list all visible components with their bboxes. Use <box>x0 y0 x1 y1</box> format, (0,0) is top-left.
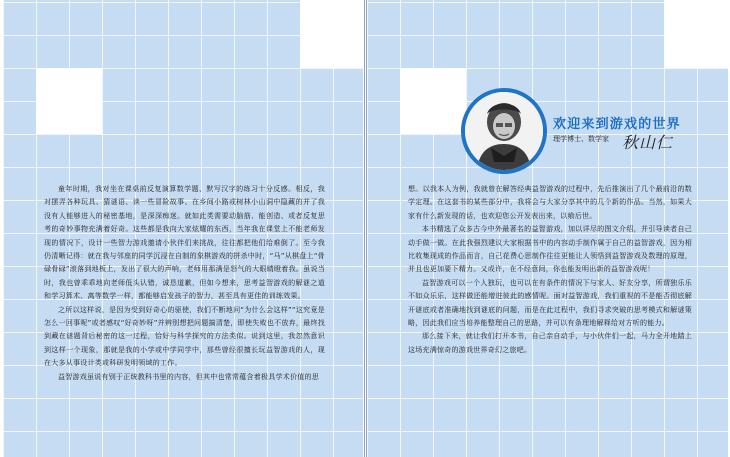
left-top-right-white-square <box>300 0 363 68</box>
page-title: 欢迎来到游戏的世界 <box>553 117 681 132</box>
author-signature: 秋山仁 <box>622 133 674 152</box>
author-portrait <box>461 88 547 174</box>
right-top-right-white-square <box>664 0 728 68</box>
left-paragraph: 之所以这样说，是因为受到好奇心的驱使，我们不断地问“为什么会这样”“这究竟是怎么一回事呢”或者感叹“好奇妙呀”并辨别想把问题搞清楚，即使失败也不放弃，最终找到藏在谜题背后秘密的这一过程，恰好与科学探究的方法类似。说到这里，我忽然意识到这样一个现象，那就是我的小学或中学同学中，那些曾经很擅长玩益智游戏的人，现在大多从事设计类或科研发明领域的工作。 <box>44 305 325 368</box>
right-paragraph: 本书精选了众多古今中外最著名的益智游戏，加以详尽的图文介绍，并引导读者自己动手做一做。在此我强烈建议大家根据书中的内容动手制作属于自己的益智游戏，因为相比收集现成的作品而言，自己花费心思制作往往更能让人领悟到益智游戏及数理的原理，并且也更加要下精力。又或许，在不经意间，你也能发明出新的益智游戏呢！ <box>408 225 692 274</box>
left-paragraph: 益智游戏虽说有别于正统教科书里的内容，但其中也常常蕴含着极具学术价值的思 <box>58 372 319 381</box>
left-body-text <box>44 183 325 384</box>
left-page <box>3 0 363 457</box>
left-page-edge <box>364 0 365 457</box>
left-paragraph: 童年时期，我对坐在课桌前反复演算数学题、默写汉字的练习十分反感。相反，我对摆弄各种玩具、猜谜语、读一些冒险故事、在乡间小路或树林小山洞中隐藏的并了我没有人能够进入的秘密基地，是深深痴迷。就如此类需要动脑筋、能创造、或者反复思考的奇妙事物充满着好奇。这些都是我向大家炫耀的东西，当年我在课堂上不能老师发现的情况下，设计一些智力游戏邀请小伙伴们来挑战，往往都把他们给难倒了。至今我仍清晰记得：就在我与邻座的同学沉浸在自制的象棋游戏的拼杀中时，“马”从棋盘上“骨碌骨碌”滚落到地板上，发出了很大的声响，老师用那满是怒气的大眼睛瞪着我。虽说当时，我也曾乖乖地向老师低头认错，诚恳道歉，但如今想来，思考益智游戏的解谜之道和学习算术、离等数学一样，都能够启发孩子的智力，甚至具有更佳的训练效果。 <box>44 185 325 301</box>
author-photo-icon <box>465 92 543 170</box>
right-paragraph: 想。以我本人为例，我就曾在解答经典益智游戏的过程中，先后推演出了几个最前沿的数学定理。在这套书的某些部分中，我将会与大家分享其中的几个新的作品。当然，如果大家有什么新发现的话，也欢迎您公开发表出来，以飨后世。 <box>408 185 692 220</box>
right-paragraph: 益智游戏可以一个人独玩，也可以在有条件的情况下与家人、好友分享，所谓独乐乐不如众乐乐，这样做还能增进彼此的感情呢。面对益智游戏，我们重视的不是能否彻底解开谜底或者准确地找到谜底的问题，而是在此过程中，我们寻求突破的思考模式和解谜策略，因此我们应当培养能整理自己的思路，并可以有条理地解释给对方听的能力。 <box>408 278 692 328</box>
right-page <box>367 0 728 457</box>
right-paragraph: 那么接下来，就让我们打开本书，自己亲自动手，与小伙伴们一起，马力全开地踏上这场充满惊奇的游戏世界奇幻之旅吧。 <box>408 332 692 354</box>
author-credentials: 理学博士、数学家 <box>553 135 609 143</box>
right-corner-white-square <box>400 68 466 134</box>
left-corner-white-square <box>36 68 102 134</box>
right-body-text <box>408 183 692 357</box>
